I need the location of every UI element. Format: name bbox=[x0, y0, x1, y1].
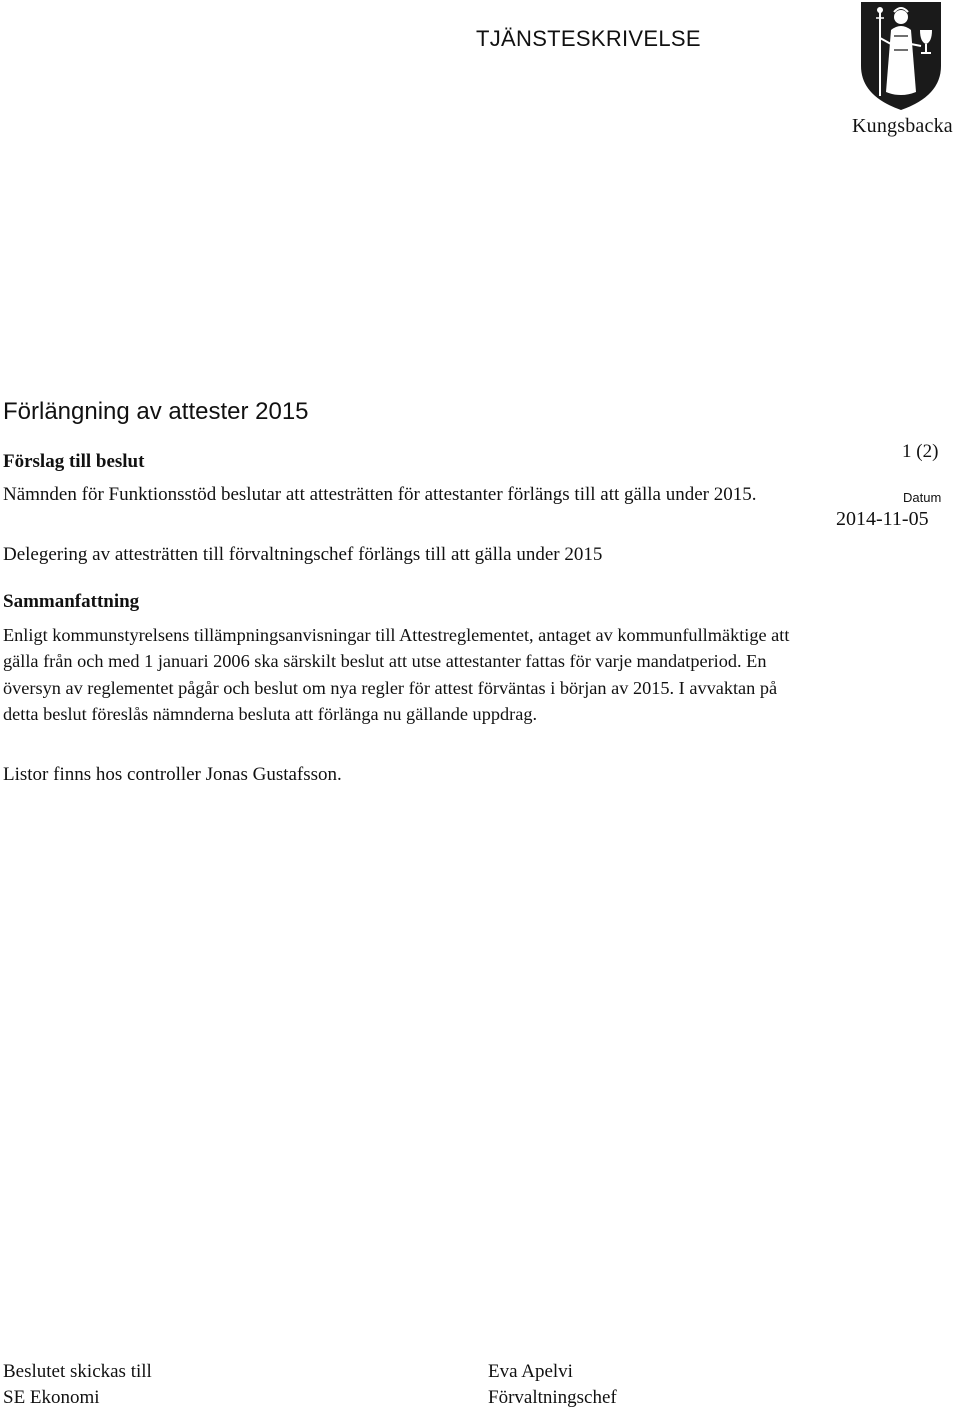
kungsbacka-coat-of-arms-icon bbox=[858, 0, 944, 112]
page-number: 1 (2) bbox=[902, 441, 939, 462]
lists-text: Listor finns hos controller Jonas Gustafsson. bbox=[3, 764, 342, 785]
delegation-text: Delegering av attesträtten till förvaltningschef förlängs till att gälla under 2015 bbox=[3, 544, 603, 565]
summary-text: Enligt kommunstyrelsens tillämpningsanvisningar till Attestreglementet, antaget av kommunfullmäktige att gälla från och med 1 januari 2006 ska särskilt beslut att utse attestanter fattas för varje mandatperiod. En översyn av reglementet pågår och beslut om nya regler för attest förväntas i början av 2015. I avvaktan på detta beslut föreslås nämnderna besluta att förlänga nu gällande uppdrag. bbox=[3, 625, 790, 725]
signer-title: Förvaltningschef bbox=[488, 1387, 617, 1408]
document-title: Förlängning av attester 2015 bbox=[3, 398, 309, 425]
proposal-text: Nämnden för Funktionsstöd beslutar att attesträtten för attestanter förlängs till att gälla under 2015. bbox=[3, 484, 757, 505]
signer-name: Eva Apelvi bbox=[488, 1361, 573, 1382]
date-value: 2014-11-05 bbox=[836, 508, 929, 530]
sent-to-label: Beslutet skickas till bbox=[3, 1361, 152, 1382]
summary-heading: Sammanfattning bbox=[3, 591, 140, 612]
document-type-heading: TJÄNSTESKRIVELSE bbox=[476, 26, 701, 51]
date-label: Datum bbox=[903, 490, 942, 505]
logo-wordmark: Kungsbacka bbox=[852, 115, 953, 137]
sent-to-value: SE Ekonomi bbox=[3, 1387, 100, 1408]
municipality-logo bbox=[852, 0, 960, 145]
proposal-heading: Förslag till beslut bbox=[3, 451, 145, 472]
